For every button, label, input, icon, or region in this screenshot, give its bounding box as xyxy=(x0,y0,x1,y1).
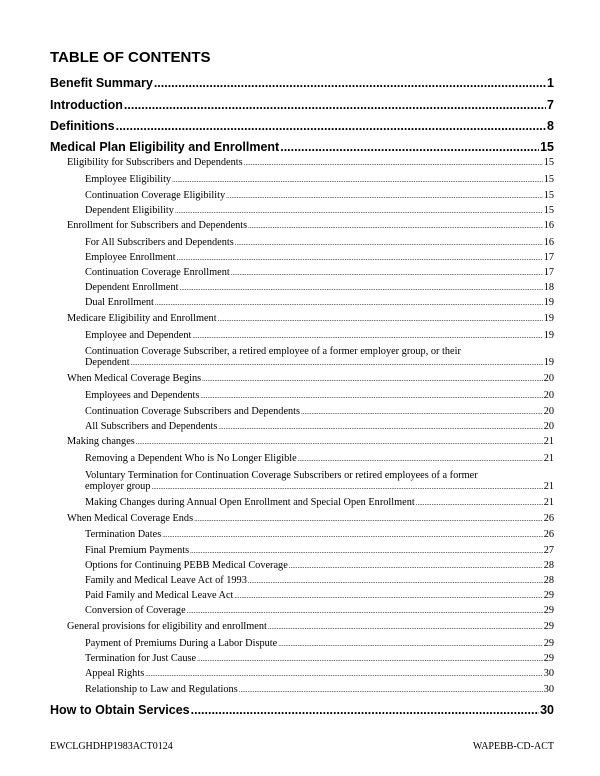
toc-entry-title: How to Obtain Services xyxy=(50,703,190,717)
toc-entry[interactable] xyxy=(67,313,554,324)
toc-entry-title: When Medical Coverage Begins xyxy=(67,373,202,384)
toc-page-number: 8 xyxy=(547,119,554,133)
toc-entry-title: Voluntary Termination for Continuation Coverage Subscribers or retired employees of a former xyxy=(85,470,478,481)
toc-entry[interactable] xyxy=(67,373,554,384)
toc-entry-title: Termination for Just Cause xyxy=(85,653,197,664)
toc-leader-dots xyxy=(154,76,546,90)
toc-page-number: 15 xyxy=(543,174,554,185)
toc-page-number: 20 xyxy=(543,421,554,432)
toc-leader-dots xyxy=(218,313,543,324)
toc-page-number: 26 xyxy=(543,529,554,540)
toc-entry[interactable] xyxy=(85,174,554,185)
toc-entry-title: Relationship to Law and Regulations xyxy=(85,684,238,695)
toc-page-number: 28 xyxy=(543,560,554,571)
toc-leader-dots xyxy=(280,140,539,154)
toc-entry[interactable] xyxy=(85,575,554,586)
toc-entry-title: Conversion of Coverage xyxy=(85,605,186,616)
toc-entry-title: For All Subscribers and Dependents xyxy=(85,237,234,248)
toc-leader-dots xyxy=(244,157,543,168)
toc-page-number: 7 xyxy=(547,98,554,112)
toc-entry[interactable] xyxy=(85,497,554,508)
toc-leader-dots xyxy=(180,282,543,293)
toc-leader-dots xyxy=(187,605,543,616)
toc-entry-title: Making Changes during Annual Open Enrollment and Special Open Enrollment xyxy=(85,497,415,508)
toc-leader-dots xyxy=(197,653,543,664)
toc-entry[interactable] xyxy=(85,267,554,278)
toc-page-number: 17 xyxy=(543,267,554,278)
toc-entry-title: Paid Family and Medical Leave Act xyxy=(85,590,234,601)
toc-page-number: 29 xyxy=(543,621,554,632)
toc-leader-dots xyxy=(234,590,542,601)
toc-page-number: 29 xyxy=(543,653,554,664)
toc-page-number: 1 xyxy=(547,76,554,90)
toc-entry-title: Enrollment for Subscribers and Dependents xyxy=(67,220,248,231)
toc-entry[interactable] xyxy=(50,703,554,717)
toc-entry[interactable] xyxy=(85,590,554,601)
toc-leader-dots xyxy=(162,529,543,540)
toc-leader-dots xyxy=(239,684,543,695)
toc-entry-title: Benefit Summary xyxy=(50,76,153,90)
toc-page-number: 21 xyxy=(543,497,554,508)
toc-entry-title: Medical Plan Eligibility and Enrollment xyxy=(50,140,280,154)
toc-page-number: 30 xyxy=(543,684,554,695)
toc-entry[interactable] xyxy=(85,390,554,401)
toc-entry-title: Employee Enrollment xyxy=(85,252,176,263)
toc-leader-dots xyxy=(416,497,543,508)
toc-page-number: 30 xyxy=(543,668,554,679)
toc-leader-dots xyxy=(190,545,543,556)
toc-entry-title: General provisions for eligibility and enrollment xyxy=(67,621,267,632)
toc-leader-dots xyxy=(298,453,543,464)
toc-entry[interactable] xyxy=(50,140,554,154)
toc-entry-title: Definitions xyxy=(50,119,115,133)
toc-page-number: 29 xyxy=(543,605,554,616)
toc-page-number: 19 xyxy=(543,357,554,368)
toc-entry-title: Dependent Eligibility xyxy=(85,205,174,216)
toc-page-number: 21 xyxy=(543,453,554,464)
toc-entry[interactable] xyxy=(85,282,554,293)
toc-entry[interactable] xyxy=(85,297,554,308)
toc-entry[interactable] xyxy=(67,436,554,447)
toc-entry[interactable] xyxy=(85,638,554,649)
footer-doc-code: EWCLGHDHP1983ACT0124 xyxy=(50,741,173,752)
toc-page-number: 15 xyxy=(543,205,554,216)
toc-leader-dots xyxy=(248,220,543,231)
toc-leader-dots xyxy=(177,252,543,263)
toc-leader-dots xyxy=(289,560,543,571)
toc-entry-title: Family and Medical Leave Act of 1993 xyxy=(85,575,247,586)
toc-page-number: 29 xyxy=(543,638,554,649)
toc-page-number: 27 xyxy=(543,545,554,556)
toc-leader-dots xyxy=(175,205,543,216)
toc-leader-dots xyxy=(301,406,543,417)
toc-entry-title: Medicare Eligibility and Enrollment xyxy=(67,313,217,324)
toc-entry[interactable] xyxy=(85,330,554,341)
toc-entry-title: When Medical Coverage Ends xyxy=(67,513,194,524)
toc-leader-dots xyxy=(192,330,542,341)
toc-entry-title: Employee and Dependent xyxy=(85,330,192,341)
toc-entry[interactable] xyxy=(67,513,554,524)
toc-leader-dots xyxy=(191,703,539,717)
toc-entry[interactable] xyxy=(85,470,554,492)
toc-entry[interactable] xyxy=(85,653,554,664)
toc-page-number: 28 xyxy=(543,575,554,586)
toc-page-number: 19 xyxy=(543,313,554,324)
toc-page-number: 30 xyxy=(540,703,554,717)
footer-form-code: WAPEBB-CD-ACT xyxy=(472,741,554,752)
toc-entry[interactable] xyxy=(85,190,554,201)
toc-leader-dots xyxy=(136,436,543,447)
toc-leader-dots xyxy=(218,421,542,432)
toc-entry-title: Appeal Rights xyxy=(85,668,145,679)
toc-entry-title: Introduction xyxy=(50,98,123,112)
toc-page-number: 15 xyxy=(540,140,554,154)
toc-leader-dots xyxy=(278,638,543,649)
toc-entry[interactable] xyxy=(85,421,554,432)
toc-page-number: 18 xyxy=(543,282,554,293)
toc-entry-title: All Subscribers and Dependents xyxy=(85,421,218,432)
toc-page-number: 16 xyxy=(543,237,554,248)
toc-entry-title-continued: Dependent xyxy=(85,357,130,368)
toc-entry[interactable] xyxy=(85,560,554,571)
toc-entry-title: Dependent Enrollment xyxy=(85,282,179,293)
toc-leader-dots xyxy=(172,174,543,185)
toc-entry[interactable] xyxy=(85,684,554,695)
toc-page-number: 16 xyxy=(543,220,554,231)
toc-entry-title: Continuation Coverage Subscribers and Dependents xyxy=(85,406,301,417)
toc-leader-dots xyxy=(116,119,546,133)
toc-leader-dots xyxy=(151,481,542,492)
toc-page-number: 26 xyxy=(543,513,554,524)
toc-entry-title: Dual Enrollment xyxy=(85,297,154,308)
toc-entry[interactable] xyxy=(50,76,554,90)
toc-entry[interactable] xyxy=(85,605,554,616)
toc-entry[interactable] xyxy=(85,406,554,417)
toc-entry-title: Removing a Dependent Who is No Longer Eligible xyxy=(85,453,297,464)
toc-page-number: 21 xyxy=(543,481,554,492)
toc-entry[interactable] xyxy=(85,205,554,216)
toc-leader-dots xyxy=(248,575,543,586)
toc-leader-dots xyxy=(231,267,543,278)
toc-entry-title: Making changes xyxy=(67,436,135,447)
toc-entry-title: Continuation Coverage Subscriber, a retired employee of a former employer group, or their xyxy=(85,346,461,357)
toc-leader-dots xyxy=(145,668,543,679)
toc-leader-dots xyxy=(202,373,543,384)
toc-entry-title: Continuation Coverage Eligibility xyxy=(85,190,226,201)
toc-leader-dots xyxy=(235,237,543,248)
toc-entry[interactable] xyxy=(67,220,554,231)
toc-leader-dots xyxy=(268,621,543,632)
toc-entry-title: Payment of Premiums During a Labor Dispute xyxy=(85,638,278,649)
toc-leader-dots xyxy=(124,98,546,112)
toc-page-number: 29 xyxy=(543,590,554,601)
toc-page-number: 20 xyxy=(543,406,554,417)
toc-entry[interactable] xyxy=(85,545,554,556)
toc-entry-title: Termination Dates xyxy=(85,529,162,540)
toc-entry-title: Eligibility for Subscribers and Dependents xyxy=(67,157,243,168)
toc-leader-dots xyxy=(131,357,543,368)
toc-entry-title: Employee Eligibility xyxy=(85,174,172,185)
toc-page-number: 21 xyxy=(543,436,554,447)
toc-page-number: 17 xyxy=(543,252,554,263)
toc-leader-dots xyxy=(226,190,543,201)
toc-leader-dots xyxy=(155,297,543,308)
toc-entry-title: Options for Continuing PEBB Medical Coverage xyxy=(85,560,288,571)
toc-entry[interactable] xyxy=(85,346,554,368)
toc-entry[interactable] xyxy=(85,453,554,464)
toc-page-number: 19 xyxy=(543,330,554,341)
toc-entry[interactable] xyxy=(50,119,554,133)
toc-entry[interactable] xyxy=(85,668,554,679)
toc-page-number: 19 xyxy=(543,297,554,308)
toc-page-number: 20 xyxy=(543,390,554,401)
toc-page-number: 15 xyxy=(543,157,554,168)
toc-entry-title: Continuation Coverage Enrollment xyxy=(85,267,230,278)
toc-entry[interactable] xyxy=(85,237,554,248)
toc-entry[interactable] xyxy=(85,252,554,263)
toc-entry[interactable] xyxy=(67,621,554,632)
toc-entry-title: Final Premium Payments xyxy=(85,545,190,556)
toc-entry-title-continued: employer group xyxy=(85,481,151,492)
toc-entry[interactable] xyxy=(50,98,554,112)
toc-entry-title: Employees and Dependents xyxy=(85,390,200,401)
toc-entry[interactable] xyxy=(85,529,554,540)
toc-entry[interactable] xyxy=(67,157,554,168)
toc-page-number: 20 xyxy=(543,373,554,384)
toc-page-number: 15 xyxy=(543,190,554,201)
toc-title: TABLE OF CONTENTS xyxy=(50,49,211,66)
toc-leader-dots xyxy=(200,390,542,401)
toc-leader-dots xyxy=(194,513,543,524)
